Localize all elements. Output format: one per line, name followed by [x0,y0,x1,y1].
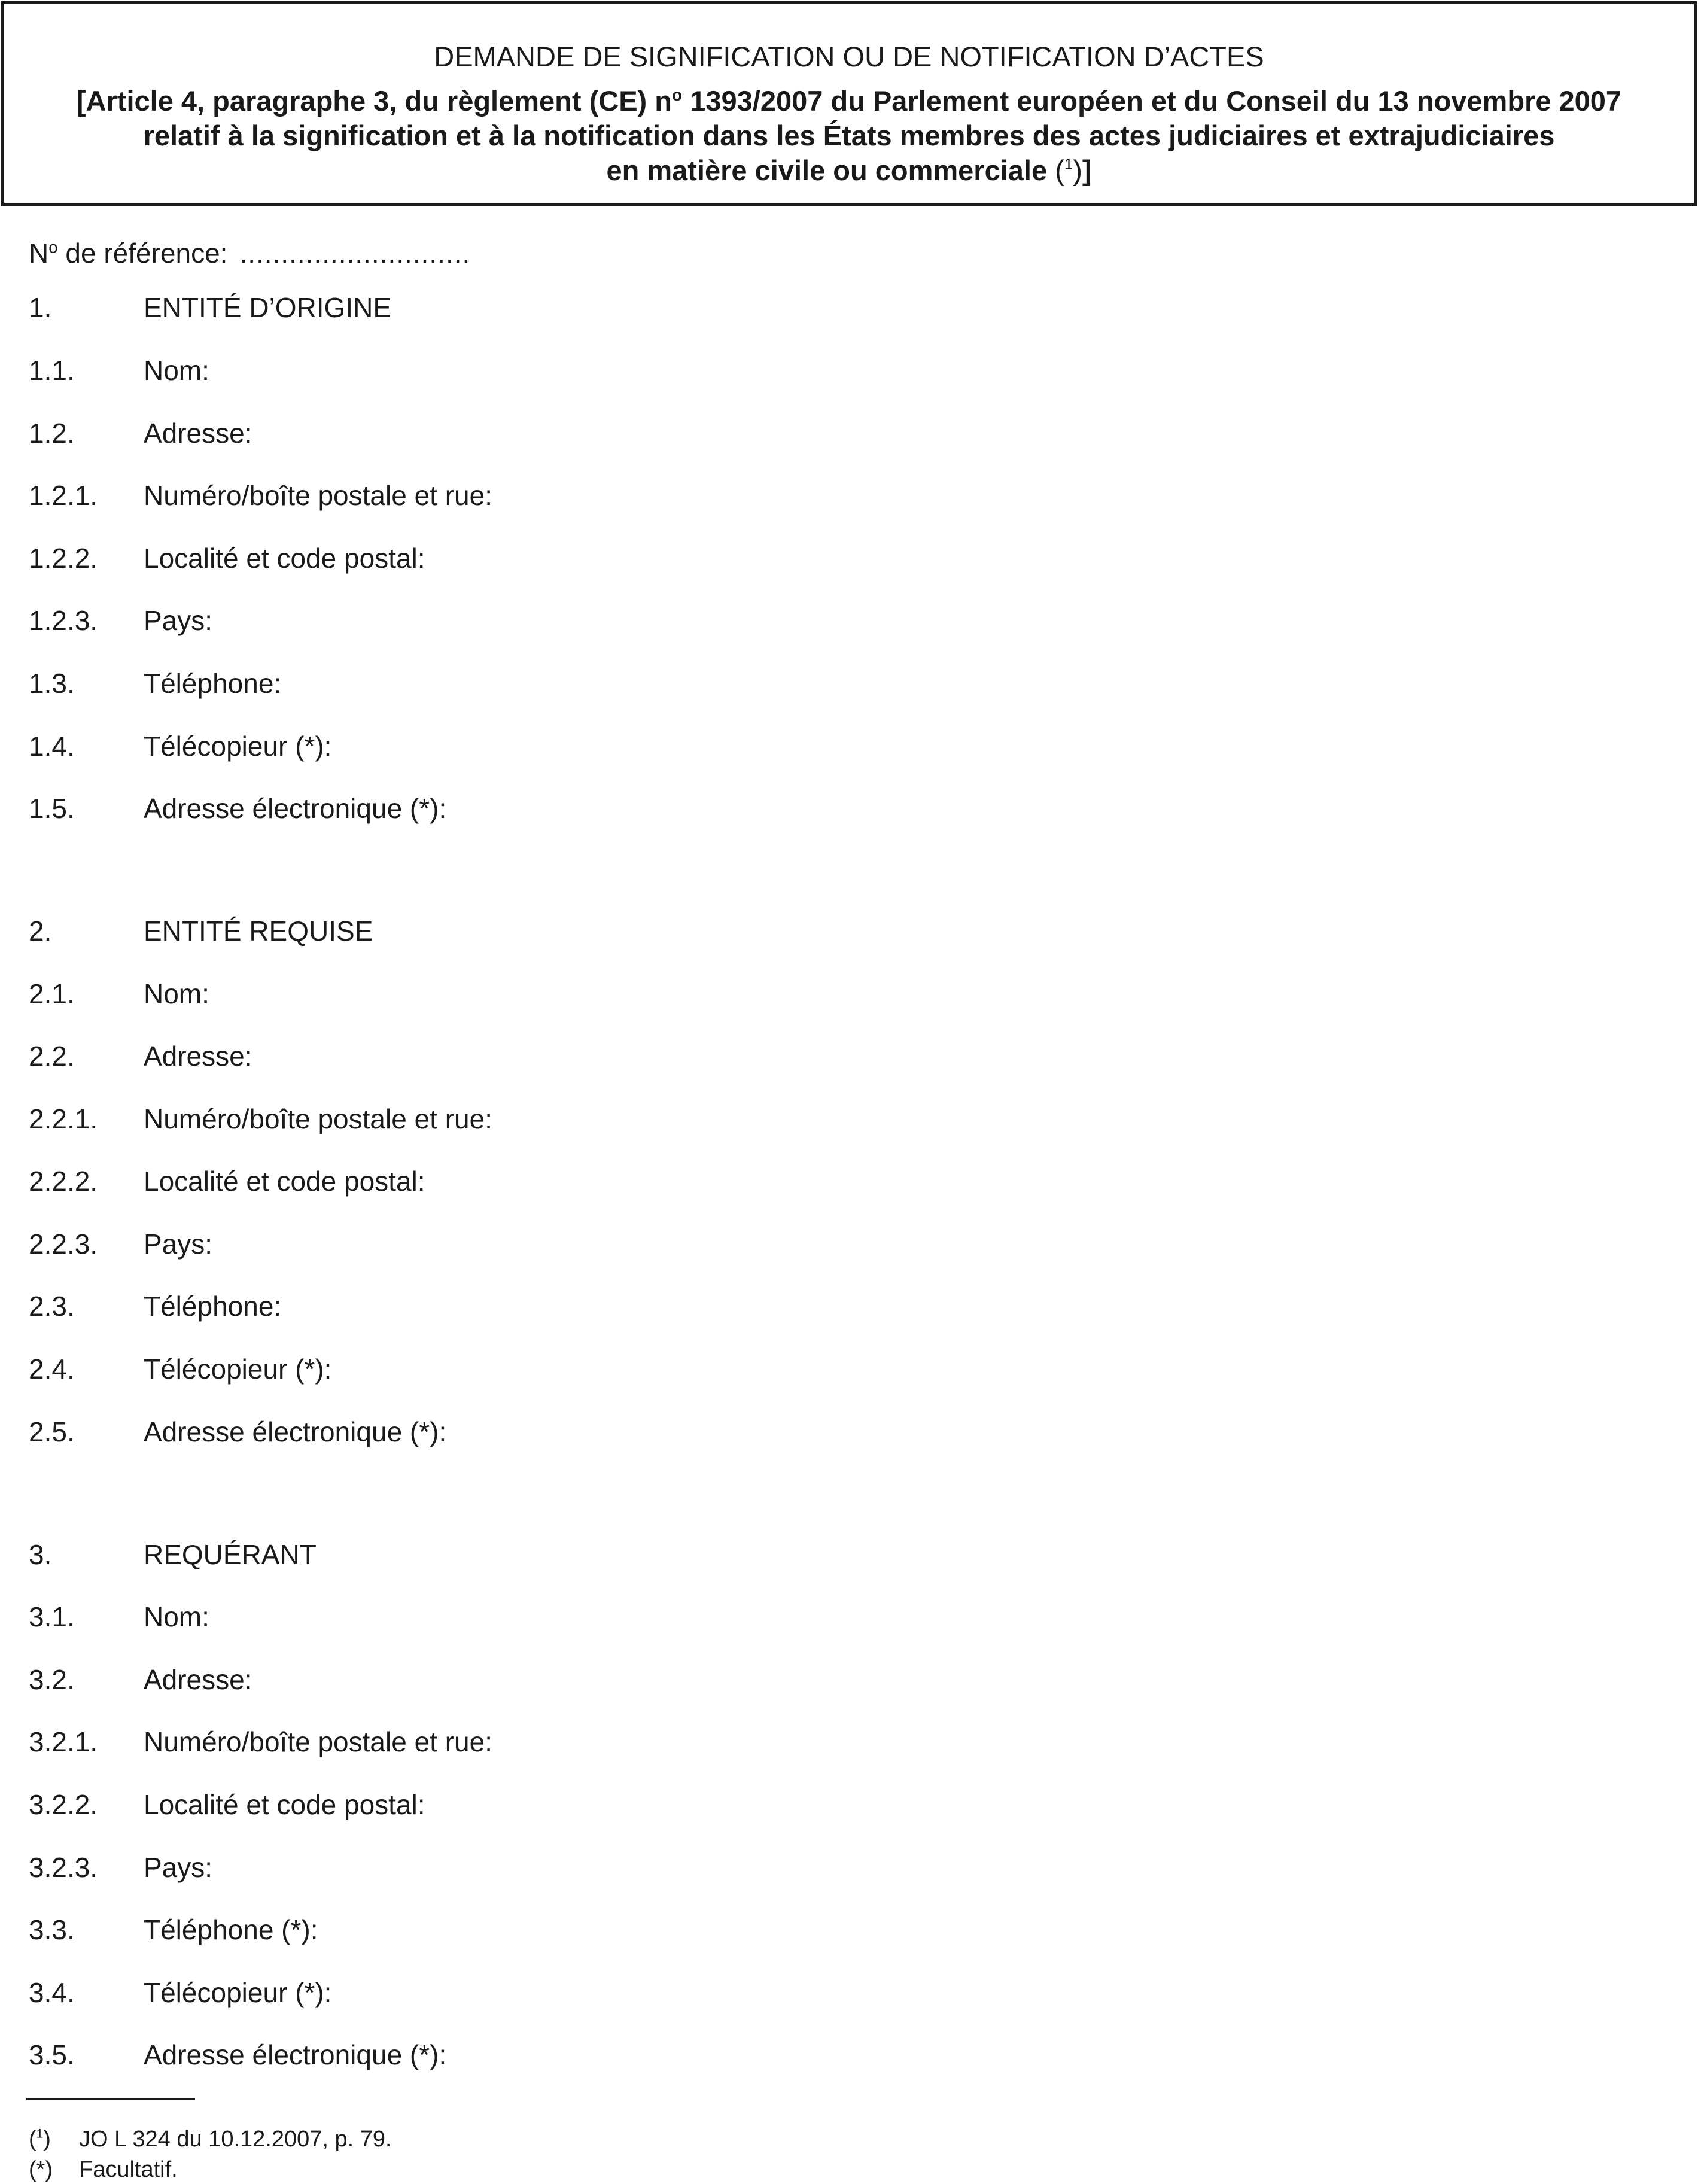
field-label: Téléphone: [144,1291,282,1322]
form-field-row [29,1788,425,1821]
footnote-text: JO L 324 du 10.12.2007, p. 79. [79,2127,392,2152]
field-label: Télécopieur (*): [144,1977,332,2008]
footnote-mark: (*) [29,2157,53,2182]
form-field-row [29,1976,331,2009]
form-field-row [29,604,212,637]
field-label: ENTITÉ REQUISE [144,915,373,947]
field-label: Numéro/boîte postale et rue: [144,1726,492,1757]
form-field-row [29,1102,492,1136]
field-number: 2.2. [29,1041,75,1072]
form-field-row [29,479,492,512]
field-number: 2.2.1. [29,1103,98,1134]
legal-basis-text-3: en matière civile ou commerciale [606,154,1055,186]
field-label: Adresse électronique (*): [144,1416,447,1447]
form-field-row [29,354,209,387]
reference-blank: ............................ [239,238,471,269]
field-label: Téléphone: [144,668,282,699]
field-number: 3.1. [29,1601,75,1632]
field-label: Pays: [144,1228,213,1260]
field-label: Adresse électronique (*): [144,793,447,824]
legal-basis-line-1 [4,84,1694,118]
field-number: 3.2.3. [29,1852,98,1883]
form-field-row [29,792,446,825]
field-label: Adresse: [144,1041,252,1072]
field-label: Numéro/boîte postale et rue: [144,1103,492,1134]
field-label: Nom: [144,978,209,1009]
form-field-row [29,977,209,1011]
field-number: 1.3. [29,668,75,699]
form-field-row [29,914,373,948]
field-number: 1.2.3. [29,605,98,636]
form-field-row [29,291,391,324]
field-number: 2.2.3. [29,1228,98,1260]
form-field-row [29,729,331,763]
form-field-row [29,1725,492,1759]
field-label: Nom: [144,1601,209,1632]
form-field-row [29,1227,212,1261]
field-label: REQUÉRANT [144,1539,317,1570]
form-field-row [29,2038,446,2072]
field-number: 1.1. [29,355,75,386]
legal-basis-text-1: [Article 4, paragraphe 3, du règlement (CE) n [76,85,672,117]
field-number: 1.2.1. [29,480,98,511]
field-number: 3.2.1. [29,1726,98,1757]
field-number: 2.3. [29,1291,75,1322]
reference-number [29,236,470,270]
footnote-ref-1: ($^1$) [1055,154,1082,186]
field-number: 1.4. [29,731,75,762]
field-label: Localité et code postal: [144,1166,425,1197]
field-number: 1.5. [29,793,75,824]
form-field-row [29,1352,331,1386]
legal-basis-text-1b: 1393/2007 du Parlement européen et du Conseil du 13 novembre 2007 [682,85,1622,117]
field-number: 2.5. [29,1416,75,1447]
field-label: Adresse: [144,1664,252,1695]
number-sign-superscript: o [48,238,58,257]
form-field-row [29,1415,446,1449]
field-label: Numéro/boîte postale et rue: [144,480,492,511]
field-label: Localité et code postal: [144,1789,425,1820]
field-number: 2.2.2. [29,1166,98,1197]
form-field-row [29,1663,252,1696]
form-field-row [29,1600,209,1634]
form-field-row [29,416,252,450]
field-number: 3.4. [29,1977,75,2008]
number-sign-superscript: o [671,85,683,105]
field-number: 3.2.2. [29,1789,98,1820]
footnote-mark: ($^1$) [29,2127,51,2152]
form-field-row [29,1164,425,1198]
field-number: 2. [29,915,52,947]
field-number: 2.1. [29,978,75,1009]
field-number: 3.2. [29,1664,75,1695]
field-label: Pays: [144,1852,213,1883]
field-label: ENTITÉ D’ORIGINE [144,292,392,323]
form-field-row [29,1851,212,1884]
field-number: 1. [29,292,52,323]
form-field-row [29,1538,317,1571]
field-label: Télécopieur (*): [144,731,332,762]
footnote-1 [29,2125,392,2153]
field-label: Adresse: [144,418,252,449]
field-label: Adresse électronique (*): [144,2039,447,2070]
footnote-optional [29,2156,178,2183]
form-field-row [29,542,425,575]
form-field-row [29,1039,252,1073]
footnote-text: Facultatif. [79,2157,178,2182]
field-label: Pays: [144,605,213,636]
field-label: Nom: [144,355,209,386]
closing-bracket: ] [1082,154,1092,186]
field-number: 3. [29,1539,52,1570]
reference-label: N [29,238,49,269]
field-number: 3.5. [29,2039,75,2070]
field-label: Télécopieur (*): [144,1353,332,1385]
field-label: Localité et code postal: [144,543,425,574]
field-number: 3.3. [29,1914,75,1945]
form-field-row [29,1913,318,1946]
form-field-row [29,1289,281,1323]
legal-basis-line-2: relatif à la signification et à la notification dans les États membres des actes judiciaires et extrajudiciaires [143,120,1555,151]
legal-basis-line-3 [4,153,1694,188]
field-number: 1.2.2. [29,543,98,574]
field-label: Téléphone (*): [144,1914,318,1945]
legal-basis [4,84,1694,188]
reference-label-rest: de référence: [57,238,228,269]
form-field-row [29,667,281,700]
form-header [1,1,1697,206]
field-number: 2.4. [29,1353,75,1385]
form-title: DEMANDE DE SIGNIFICATION OU DE NOTIFICATION D’ACTES [434,41,1264,72]
footnote-divider [26,2098,195,2100]
field-number: 1.2. [29,418,75,449]
